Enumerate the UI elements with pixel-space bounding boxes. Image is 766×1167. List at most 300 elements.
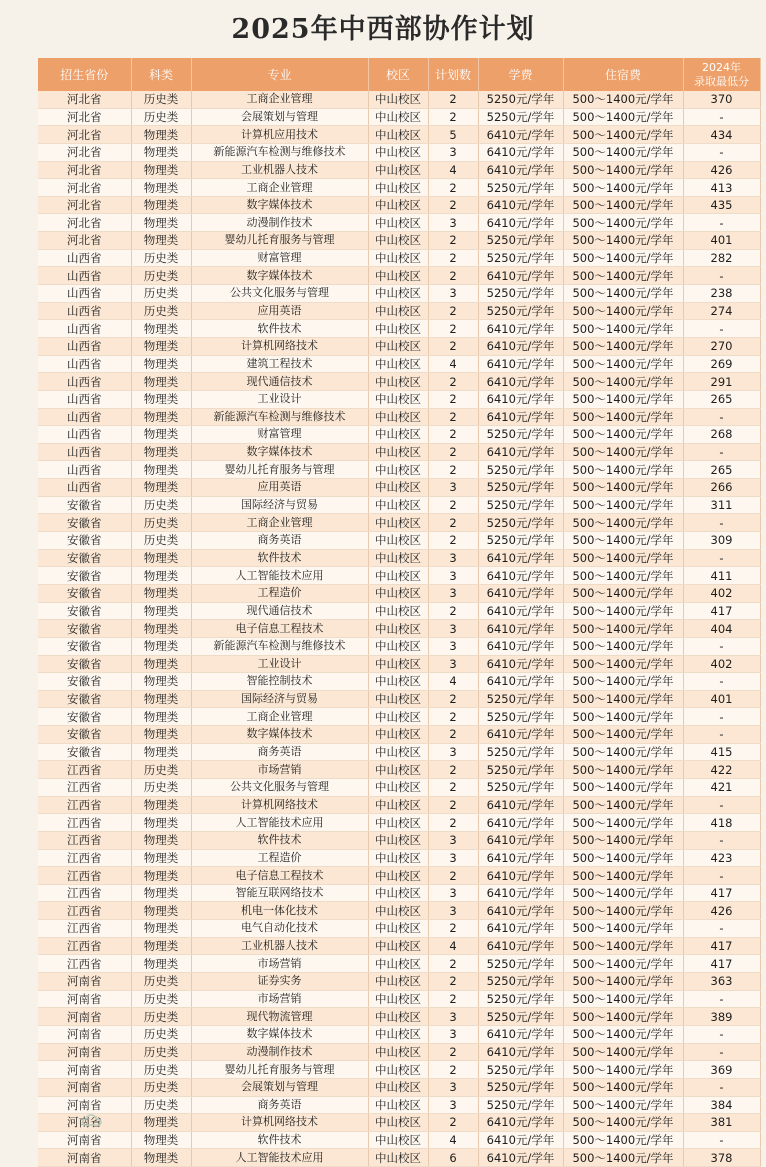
cell-major: 商务英语 — [191, 1096, 368, 1114]
cell-major: 市场营销 — [191, 761, 368, 779]
cell-plan-count: 5 — [428, 126, 478, 144]
cell-min-score: 435 — [683, 196, 760, 214]
table-row — [38, 496, 760, 514]
cell-category: 物理类 — [131, 726, 191, 744]
cell-tuition: 5250元/学年 — [478, 1096, 563, 1114]
cell-accommodation: 500～1400元/学年 — [563, 1061, 683, 1079]
header-campus: 校区 — [368, 58, 428, 91]
cell-category: 物理类 — [131, 584, 191, 602]
cell-category: 物理类 — [131, 690, 191, 708]
cell-major: 新能源汽车检测与维修技术 — [191, 143, 368, 161]
cell-min-score: - — [683, 831, 760, 849]
cell-major: 工业机器人技术 — [191, 937, 368, 955]
cell-tuition: 6410元/学年 — [478, 673, 563, 691]
cell-campus: 中山校区 — [368, 655, 428, 673]
cell-accommodation: 500～1400元/学年 — [563, 937, 683, 955]
cell-min-score: 265 — [683, 461, 760, 479]
cell-min-score: - — [683, 443, 760, 461]
table-row — [38, 937, 760, 955]
cell-campus: 中山校区 — [368, 320, 428, 338]
cell-min-score: - — [683, 1025, 760, 1043]
cell-major: 工业设计 — [191, 655, 368, 673]
cell-plan-count: 2 — [428, 443, 478, 461]
cell-campus: 中山校区 — [368, 1149, 428, 1167]
cell-accommodation: 500～1400元/学年 — [563, 814, 683, 832]
cell-accommodation: 500～1400元/学年 — [563, 91, 683, 108]
cell-accommodation: 500～1400元/学年 — [563, 567, 683, 585]
cell-campus: 中山校区 — [368, 1078, 428, 1096]
cell-plan-count: 3 — [428, 902, 478, 920]
cell-category: 历史类 — [131, 532, 191, 550]
cell-accommodation: 500～1400元/学年 — [563, 214, 683, 232]
cell-major: 软件技术 — [191, 831, 368, 849]
cell-tuition: 5250元/学年 — [478, 232, 563, 250]
cell-campus: 中山校区 — [368, 990, 428, 1008]
cell-major: 工商企业管理 — [191, 708, 368, 726]
cell-province: 河北省 — [38, 126, 131, 144]
cell-major: 电子信息工程技术 — [191, 867, 368, 885]
cell-accommodation: 500～1400元/学年 — [563, 796, 683, 814]
table-row — [38, 902, 760, 920]
cell-tuition: 6410元/学年 — [478, 620, 563, 638]
table-row — [38, 567, 760, 585]
cell-campus: 中山校区 — [368, 143, 428, 161]
cell-province: 安徽省 — [38, 514, 131, 532]
table-row — [38, 1078, 760, 1096]
cell-major: 计算机网络技术 — [191, 337, 368, 355]
cell-category: 历史类 — [131, 267, 191, 285]
cell-major: 财富管理 — [191, 426, 368, 444]
cell-plan-count: 2 — [428, 920, 478, 938]
cell-major: 动漫制作技术 — [191, 214, 368, 232]
cell-min-score: - — [683, 214, 760, 232]
cell-major: 计算机网络技术 — [191, 1114, 368, 1132]
cell-category: 物理类 — [131, 796, 191, 814]
cell-campus: 中山校区 — [368, 637, 428, 655]
cell-tuition: 5250元/学年 — [478, 1061, 563, 1079]
table-row — [38, 179, 760, 197]
cell-major: 证券实务 — [191, 973, 368, 991]
cell-plan-count: 3 — [428, 214, 478, 232]
cell-accommodation: 500～1400元/学年 — [563, 973, 683, 991]
cell-min-score: - — [683, 1043, 760, 1061]
cell-campus: 中山校区 — [368, 673, 428, 691]
cell-accommodation: 500～1400元/学年 — [563, 1025, 683, 1043]
cell-province: 河南省 — [38, 1114, 131, 1132]
cell-campus: 中山校区 — [368, 814, 428, 832]
table-row — [38, 320, 760, 338]
cell-plan-count: 3 — [428, 549, 478, 567]
cell-category: 历史类 — [131, 1043, 191, 1061]
cell-plan-count: 3 — [428, 285, 478, 303]
cell-plan-count: 2 — [428, 514, 478, 532]
cell-campus: 中山校区 — [368, 796, 428, 814]
cell-major: 建筑工程技术 — [191, 355, 368, 373]
cell-major: 人工智能技术应用 — [191, 814, 368, 832]
cell-campus: 中山校区 — [368, 831, 428, 849]
table-row — [38, 796, 760, 814]
cell-campus: 中山校区 — [368, 726, 428, 744]
cell-category: 物理类 — [131, 902, 191, 920]
cell-province: 河北省 — [38, 214, 131, 232]
cell-min-score: 389 — [683, 1008, 760, 1026]
cell-category: 物理类 — [131, 884, 191, 902]
cell-category: 历史类 — [131, 108, 191, 126]
cell-province: 安徽省 — [38, 726, 131, 744]
cell-category: 物理类 — [131, 373, 191, 391]
cell-plan-count: 4 — [428, 161, 478, 179]
cell-campus: 中山校区 — [368, 196, 428, 214]
cell-province: 山西省 — [38, 461, 131, 479]
cell-campus: 中山校区 — [368, 1043, 428, 1061]
table-row — [38, 196, 760, 214]
cell-category: 物理类 — [131, 743, 191, 761]
cell-tuition: 6410元/学年 — [478, 1043, 563, 1061]
cell-province: 山西省 — [38, 408, 131, 426]
cell-major: 数字媒体技术 — [191, 196, 368, 214]
table-row — [38, 1149, 760, 1167]
cell-major: 市场营销 — [191, 955, 368, 973]
cell-accommodation: 500～1400元/学年 — [563, 673, 683, 691]
cell-min-score: - — [683, 267, 760, 285]
cell-province: 山西省 — [38, 337, 131, 355]
cell-min-score: - — [683, 143, 760, 161]
cell-province: 江西省 — [38, 761, 131, 779]
cell-campus: 中山校区 — [368, 443, 428, 461]
table-row — [38, 920, 760, 938]
cell-campus: 中山校区 — [368, 514, 428, 532]
table-row — [38, 831, 760, 849]
cell-campus: 中山校区 — [368, 461, 428, 479]
cell-province: 江西省 — [38, 831, 131, 849]
cell-category: 物理类 — [131, 814, 191, 832]
cell-plan-count: 6 — [428, 1149, 478, 1167]
table-row — [38, 778, 760, 796]
cell-campus: 中山校区 — [368, 126, 428, 144]
cell-plan-count: 2 — [428, 426, 478, 444]
cell-min-score: 417 — [683, 955, 760, 973]
cell-accommodation: 500～1400元/学年 — [563, 267, 683, 285]
cell-tuition: 6410元/学年 — [478, 902, 563, 920]
cell-tuition: 5250元/学年 — [478, 743, 563, 761]
cell-accommodation: 500～1400元/学年 — [563, 1008, 683, 1026]
cell-tuition: 6410元/学年 — [478, 390, 563, 408]
cell-tuition: 6410元/学年 — [478, 373, 563, 391]
cell-tuition: 6410元/学年 — [478, 584, 563, 602]
cell-province: 江西省 — [38, 902, 131, 920]
cell-campus: 中山校区 — [368, 602, 428, 620]
cell-tuition: 6410元/学年 — [478, 408, 563, 426]
cell-province: 江西省 — [38, 867, 131, 885]
table-row — [38, 726, 760, 744]
cell-accommodation: 500～1400元/学年 — [563, 408, 683, 426]
cell-accommodation: 500～1400元/学年 — [563, 655, 683, 673]
cell-min-score: 269 — [683, 355, 760, 373]
cell-major: 智能互联网络技术 — [191, 884, 368, 902]
cell-major: 数字媒体技术 — [191, 1025, 368, 1043]
cell-major: 人工智能技术应用 — [191, 1149, 368, 1167]
cell-campus: 中山校区 — [368, 479, 428, 497]
cell-accommodation: 500～1400元/学年 — [563, 955, 683, 973]
cell-plan-count: 2 — [428, 337, 478, 355]
table-row — [38, 443, 760, 461]
cell-min-score: 401 — [683, 690, 760, 708]
cell-tuition: 6410元/学年 — [478, 337, 563, 355]
cell-category: 历史类 — [131, 778, 191, 796]
cell-province: 安徽省 — [38, 567, 131, 585]
cell-province: 安徽省 — [38, 673, 131, 691]
table-row — [38, 532, 760, 550]
cell-province: 河北省 — [38, 232, 131, 250]
cell-min-score: - — [683, 1131, 760, 1149]
cell-province: 安徽省 — [38, 532, 131, 550]
cell-category: 物理类 — [131, 620, 191, 638]
cell-plan-count: 3 — [428, 1078, 478, 1096]
cell-tuition: 6410元/学年 — [478, 143, 563, 161]
cell-accommodation: 500～1400元/学年 — [563, 690, 683, 708]
cell-campus: 中山校区 — [368, 267, 428, 285]
cell-min-score: 265 — [683, 390, 760, 408]
cell-plan-count: 3 — [428, 831, 478, 849]
cell-campus: 中山校区 — [368, 1131, 428, 1149]
cell-province: 安徽省 — [38, 620, 131, 638]
cell-accommodation: 500～1400元/学年 — [563, 479, 683, 497]
cell-min-score: 421 — [683, 778, 760, 796]
cell-major: 工商企业管理 — [191, 179, 368, 197]
cell-province: 安徽省 — [38, 690, 131, 708]
cell-plan-count: 2 — [428, 990, 478, 1008]
cell-plan-count: 2 — [428, 461, 478, 479]
cell-min-score: 401 — [683, 232, 760, 250]
table-body — [38, 91, 760, 1167]
cell-campus: 中山校区 — [368, 214, 428, 232]
cell-category: 历史类 — [131, 761, 191, 779]
table-row — [38, 479, 760, 497]
cell-min-score: - — [683, 549, 760, 567]
cell-province: 江西省 — [38, 849, 131, 867]
cell-accommodation: 500～1400元/学年 — [563, 620, 683, 638]
cell-accommodation: 500～1400元/学年 — [563, 867, 683, 885]
table-row — [38, 990, 760, 1008]
cell-province: 河南省 — [38, 1008, 131, 1026]
cell-campus: 中山校区 — [368, 249, 428, 267]
cell-province: 江西省 — [38, 796, 131, 814]
cell-major: 新能源汽车检测与维修技术 — [191, 637, 368, 655]
cell-tuition: 5250元/学年 — [478, 532, 563, 550]
cell-category: 物理类 — [131, 196, 191, 214]
cell-accommodation: 500～1400元/学年 — [563, 179, 683, 197]
cell-tuition: 6410元/学年 — [478, 126, 563, 144]
cell-province: 河北省 — [38, 143, 131, 161]
table-row — [38, 355, 760, 373]
table-row — [38, 285, 760, 303]
cell-plan-count: 2 — [428, 1043, 478, 1061]
cell-tuition: 6410元/学年 — [478, 655, 563, 673]
cell-campus: 中山校区 — [368, 1025, 428, 1043]
cell-accommodation: 500～1400元/学年 — [563, 549, 683, 567]
cell-major: 电子信息工程技术 — [191, 620, 368, 638]
cell-min-score: 411 — [683, 567, 760, 585]
cell-plan-count: 3 — [428, 1008, 478, 1026]
cell-min-score: - — [683, 108, 760, 126]
cell-accommodation: 500～1400元/学年 — [563, 920, 683, 938]
cell-accommodation: 500～1400元/学年 — [563, 1131, 683, 1149]
cell-min-score: 384 — [683, 1096, 760, 1114]
cell-tuition: 6410元/学年 — [478, 1149, 563, 1167]
cell-min-score: - — [683, 514, 760, 532]
cell-accommodation: 500～1400元/学年 — [563, 285, 683, 303]
cell-category: 物理类 — [131, 867, 191, 885]
cell-tuition: 6410元/学年 — [478, 567, 563, 585]
table-row — [38, 955, 760, 973]
cell-campus: 中山校区 — [368, 1096, 428, 1114]
cell-plan-count: 2 — [428, 390, 478, 408]
cell-major: 财富管理 — [191, 249, 368, 267]
header-major: 专业 — [191, 58, 368, 91]
header-accommodation: 住宿费 — [563, 58, 683, 91]
cell-major: 动漫制作技术 — [191, 1043, 368, 1061]
cell-campus: 中山校区 — [368, 496, 428, 514]
cell-plan-count: 2 — [428, 373, 478, 391]
cell-plan-count: 2 — [428, 726, 478, 744]
cell-campus: 中山校区 — [368, 920, 428, 938]
cell-tuition: 5250元/学年 — [478, 973, 563, 991]
cell-province: 江西省 — [38, 955, 131, 973]
cell-plan-count: 4 — [428, 1131, 478, 1149]
table-row — [38, 337, 760, 355]
cell-plan-count: 2 — [428, 532, 478, 550]
cell-major: 现代通信技术 — [191, 602, 368, 620]
cell-plan-count: 2 — [428, 249, 478, 267]
cell-campus: 中山校区 — [368, 232, 428, 250]
cell-category: 历史类 — [131, 91, 191, 108]
cell-category: 物理类 — [131, 161, 191, 179]
cell-major: 新能源汽车检测与维修技术 — [191, 408, 368, 426]
cell-tuition: 6410元/学年 — [478, 355, 563, 373]
cell-campus: 中山校区 — [368, 973, 428, 991]
table-row — [38, 461, 760, 479]
header-plan-count: 计划数 — [428, 58, 478, 91]
cell-major: 公共文化服务与管理 — [191, 285, 368, 303]
cell-plan-count: 3 — [428, 584, 478, 602]
cell-category: 历史类 — [131, 285, 191, 303]
cell-province: 山西省 — [38, 373, 131, 391]
cell-plan-count: 2 — [428, 955, 478, 973]
cell-category: 历史类 — [131, 1025, 191, 1043]
cell-campus: 中山校区 — [368, 761, 428, 779]
cell-province: 江西省 — [38, 884, 131, 902]
cell-tuition: 6410元/学年 — [478, 849, 563, 867]
cell-province: 安徽省 — [38, 708, 131, 726]
cell-accommodation: 500～1400元/学年 — [563, 143, 683, 161]
cell-min-score: 422 — [683, 761, 760, 779]
cell-category: 物理类 — [131, 567, 191, 585]
cell-min-score: 266 — [683, 479, 760, 497]
cell-campus: 中山校区 — [368, 849, 428, 867]
cell-province: 山西省 — [38, 267, 131, 285]
cell-tuition: 6410元/学年 — [478, 1025, 563, 1043]
cell-major: 数字媒体技术 — [191, 443, 368, 461]
cell-campus: 中山校区 — [368, 1008, 428, 1026]
cell-category: 物理类 — [131, 143, 191, 161]
cell-plan-count: 2 — [428, 778, 478, 796]
table-row — [38, 761, 760, 779]
cell-major: 婴幼儿托育服务与管理 — [191, 232, 368, 250]
cell-major: 现代通信技术 — [191, 373, 368, 391]
cell-category: 历史类 — [131, 302, 191, 320]
table-row — [38, 126, 760, 144]
cell-accommodation: 500～1400元/学年 — [563, 108, 683, 126]
cell-tuition: 5250元/学年 — [478, 91, 563, 108]
cell-accommodation: 500～1400元/学年 — [563, 637, 683, 655]
cell-min-score: - — [683, 1078, 760, 1096]
cell-plan-count: 2 — [428, 108, 478, 126]
cell-tuition: 5250元/学年 — [478, 778, 563, 796]
table-row — [38, 884, 760, 902]
cell-tuition: 6410元/学年 — [478, 443, 563, 461]
cell-tuition: 5250元/学年 — [478, 990, 563, 1008]
cell-province: 江西省 — [38, 920, 131, 938]
cell-plan-count: 2 — [428, 867, 478, 885]
table-row — [38, 249, 760, 267]
cell-major: 应用英语 — [191, 479, 368, 497]
cell-min-score: - — [683, 637, 760, 655]
cell-tuition: 5250元/学年 — [478, 514, 563, 532]
cell-tuition: 6410元/学年 — [478, 1131, 563, 1149]
cell-campus: 中山校区 — [368, 708, 428, 726]
cell-province: 河南省 — [38, 1043, 131, 1061]
cell-campus: 中山校区 — [368, 778, 428, 796]
table-row — [38, 1008, 760, 1026]
cell-category: 物理类 — [131, 479, 191, 497]
cell-province: 山西省 — [38, 355, 131, 373]
cell-plan-count: 3 — [428, 620, 478, 638]
cell-campus: 中山校区 — [368, 390, 428, 408]
cell-tuition: 5250元/学年 — [478, 179, 563, 197]
cell-province: 安徽省 — [38, 637, 131, 655]
cell-plan-count: 3 — [428, 884, 478, 902]
cell-tuition: 5250元/学年 — [478, 690, 563, 708]
cloud-icon — [82, 1114, 102, 1128]
cell-plan-count: 3 — [428, 1096, 478, 1114]
cell-min-score: 417 — [683, 937, 760, 955]
cell-min-score: 268 — [683, 426, 760, 444]
cell-campus: 中山校区 — [368, 549, 428, 567]
cell-campus: 中山校区 — [368, 902, 428, 920]
cell-province: 安徽省 — [38, 743, 131, 761]
cell-major: 计算机应用技术 — [191, 126, 368, 144]
cell-major: 应用英语 — [191, 302, 368, 320]
cell-min-score: 402 — [683, 655, 760, 673]
cell-tuition: 5250元/学年 — [478, 302, 563, 320]
cell-min-score: 426 — [683, 902, 760, 920]
table-row — [38, 673, 760, 691]
cell-category: 物理类 — [131, 1131, 191, 1149]
cell-min-score: 369 — [683, 1061, 760, 1079]
cell-accommodation: 500～1400元/学年 — [563, 1096, 683, 1114]
table-row — [38, 1025, 760, 1043]
table-row — [38, 549, 760, 567]
table-row — [38, 91, 760, 108]
cell-province: 河南省 — [38, 1025, 131, 1043]
cell-province: 河北省 — [38, 91, 131, 108]
cell-plan-count: 2 — [428, 232, 478, 250]
cell-province: 安徽省 — [38, 549, 131, 567]
cell-category: 物理类 — [131, 831, 191, 849]
cell-campus: 中山校区 — [368, 567, 428, 585]
cell-province: 河南省 — [38, 1061, 131, 1079]
cell-campus: 中山校区 — [368, 743, 428, 761]
